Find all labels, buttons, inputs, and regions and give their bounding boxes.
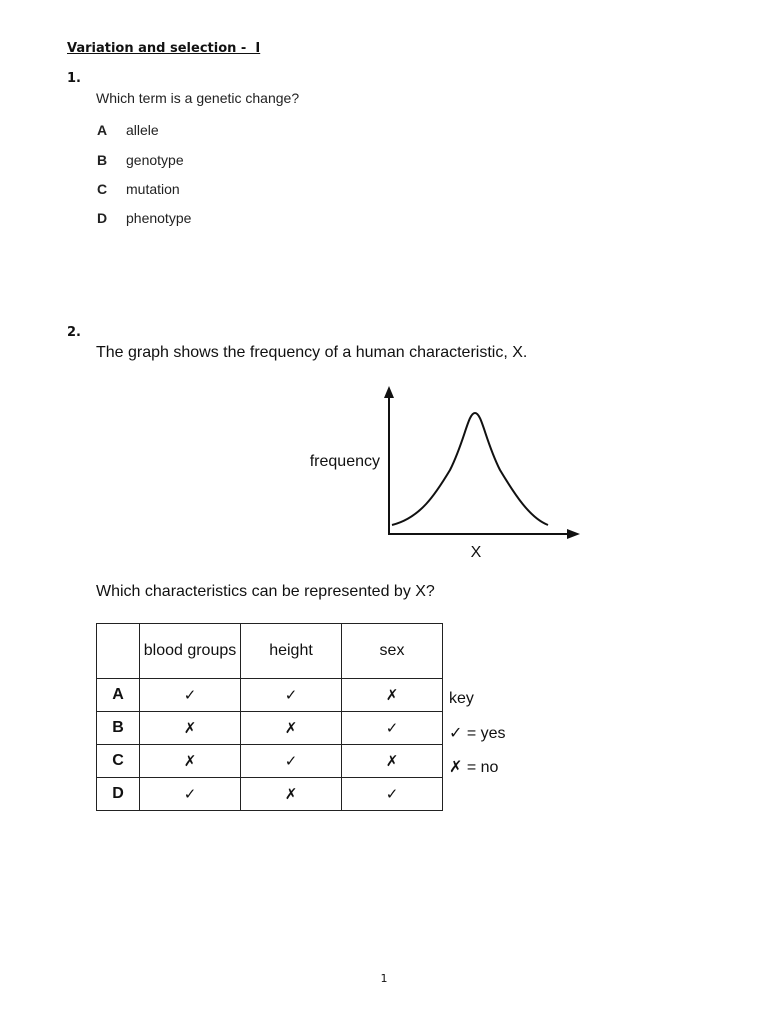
table-row-b [97,712,443,745]
question-1-text: Which term is a genetic change? [96,90,300,106]
page-title: Variation and selection - I [67,41,261,56]
table-cell: ✗ [342,745,443,778]
key-no: ✗ = no [449,759,499,776]
table-cell: ✓ [241,745,342,778]
option-text: mutation [126,181,180,197]
key-yes: ✓ = yes [449,725,506,742]
option-text: phenotype [126,210,192,226]
key-title: key [449,690,474,707]
q1-option-b [97,152,184,168]
q1-option-c [97,181,180,197]
option-text: allele [126,122,159,138]
header-sex: sex [342,624,443,679]
table-cell: ✓ [342,778,443,811]
question-2-prompt: Which characteristics can be represented by X? [96,583,435,600]
table-cell: ✓ [241,679,342,712]
table-cell: ✗ [241,712,342,745]
y-axis-label: frequency [309,453,380,470]
page-number: 1 [380,972,388,985]
table-cell: ✗ [140,745,241,778]
x-axis-label: X [470,544,482,561]
table-cell: ✓ [140,679,241,712]
row-letter: C [97,745,140,778]
x-axis-arrow [567,529,580,539]
question-1-number: 1. [67,71,81,86]
table-cell: ✗ [140,712,241,745]
answer-table [96,623,443,811]
option-letter: A [97,122,108,138]
row-letter: B [97,712,140,745]
table-cell: ✗ [241,778,342,811]
question-2-number: 2. [67,325,81,340]
row-letter: A [97,679,140,712]
bell-curve [392,413,548,525]
q1-option-a [97,122,159,138]
q1-option-d [97,210,191,226]
y-axis-arrow [384,386,394,398]
table-cell: ✓ [140,778,241,811]
header-blood-groups: blood groups [140,624,241,679]
table-row-d [97,778,443,811]
table-cell: ✓ [342,712,443,745]
option-text: genotype [126,152,184,168]
option-letter: D [97,210,108,226]
table-cell: ✗ [342,679,443,712]
frequency-graph [290,380,590,565]
table-row-a [97,679,443,712]
option-letter: B [97,152,108,168]
header-height: height [241,624,342,679]
table-row-c [97,745,443,778]
row-letter: D [97,778,140,811]
table-corner-cell [97,624,140,679]
table-header-row [97,624,443,679]
question-2-text: The graph shows the frequency of a human characteristic, X. [96,344,528,361]
option-letter: C [97,181,108,197]
